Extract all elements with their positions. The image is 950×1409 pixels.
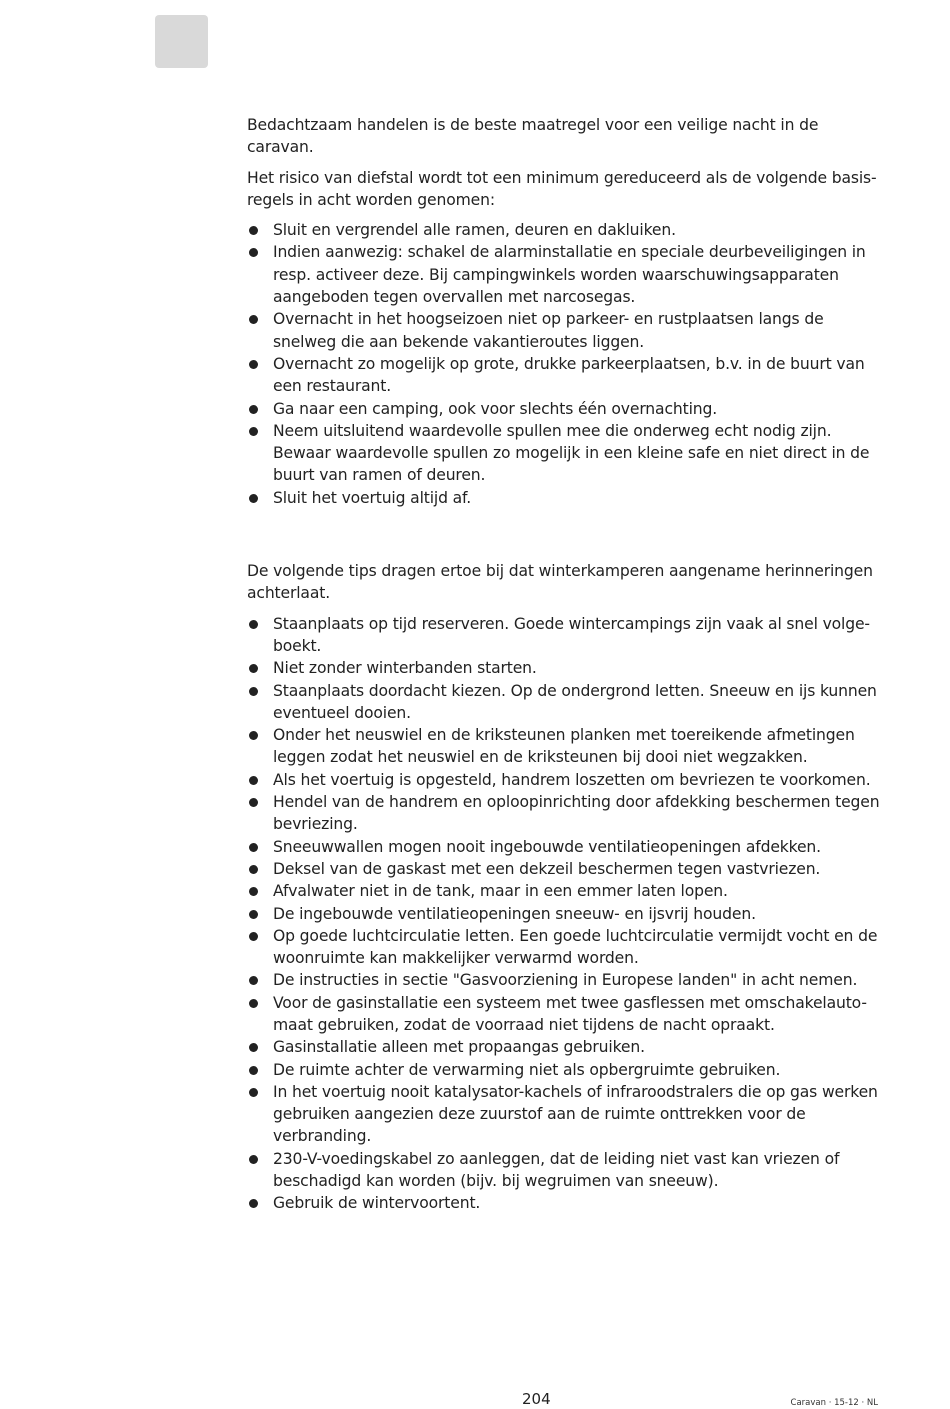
list-item	[247, 724, 887, 769]
bullet-icon	[249, 360, 258, 369]
bullet-icon	[249, 405, 258, 414]
winter-list	[247, 613, 887, 1215]
list-item-text: Gasinstallatie alleen met propaangas gebruiken.	[273, 1038, 645, 1057]
list-item	[247, 241, 887, 308]
bullet-icon	[249, 1066, 258, 1075]
chapter-tab-marker	[155, 15, 208, 68]
bullet-icon	[249, 731, 258, 740]
bullet-icon	[249, 1155, 258, 1164]
list-item-text: Indien aanwezig: schakel de alarminstallatie en speciale deurbeveiligingen in resp. activeer deze. Bij campingwinkels worden waarschuwingsapparaten aangeboden tegen overvallen met narcosegas.	[273, 243, 866, 307]
bullet-icon	[249, 226, 258, 235]
bullet-icon	[249, 887, 258, 896]
bullet-icon	[249, 1088, 258, 1097]
bullet-icon	[249, 1043, 258, 1052]
list-item	[247, 969, 887, 991]
list-item	[247, 858, 887, 880]
bullet-icon	[249, 620, 258, 629]
list-item-text: De ingebouwde ventilatieopeningen sneeuw- en ijsvrij houden.	[273, 904, 756, 923]
list-item	[247, 420, 887, 487]
list-item	[247, 925, 887, 970]
list-item-text: Sluit het voertuig altijd af.	[273, 488, 472, 507]
rules-paragraph: Het risico van diefstal wordt tot een minimum gereduceerd als de volgende basis-regels in acht worden genomen:	[247, 168, 877, 209]
list-item-text: De instructies in sectie "Gasvoorziening in Europese landen" in acht nemen.	[273, 971, 858, 990]
bullet-icon	[249, 248, 258, 257]
list-item	[247, 219, 887, 241]
bullet-icon	[249, 776, 258, 785]
section-winter	[247, 560, 887, 1215]
list-item-text: Niet zonder winterbanden starten.	[273, 659, 537, 678]
list-item-text: Sneeuwwallen mogen nooit ingebouwde ventilatieopeningen afdekken.	[273, 837, 821, 856]
list-item-text: Op goede luchtcirculatie letten. Een goede luchtcirculatie vermijdt vocht en de woonruimte kan makkelijker verwarmd worden.	[273, 926, 878, 968]
list-item	[247, 1036, 887, 1058]
section-spacer	[247, 509, 887, 560]
list-item-text: Hendel van de handrem en oploopinrichting door afdekking beschermen tegen bevriezing.	[273, 793, 880, 834]
list-item-text: In het voertuig nooit katalysator-kachels of infraroodstralers die op gas werken gebruiken aangezien deze zuurstof aan de ruimte onttrekken voor de verbranding.	[273, 1082, 878, 1146]
list-item	[247, 308, 887, 353]
bullet-icon	[249, 315, 258, 324]
bullet-icon	[249, 664, 258, 673]
list-item-text: Staanplaats op tijd reserveren. Goede wintercampings zijn vaak al snel volge-boekt.	[273, 614, 870, 655]
list-item	[247, 836, 887, 858]
list-item	[247, 791, 887, 836]
list-item-text: Overnacht zo mogelijk op grote, drukke parkeerplaatsen, b.v. in de buurt van een restaurant.	[273, 354, 865, 396]
footer-document-label: Caravan · 15-12 · NL	[790, 1398, 878, 1408]
list-item-text: Gebruik de wintervoortent.	[273, 1194, 481, 1213]
list-item-text: 230-V-voedingskabel zo aanleggen, dat de leiding niet vast kan vriezen of beschadigd kan worden (bijv. bij wegruimen van sneeuw).	[273, 1149, 840, 1191]
bullet-icon	[249, 1199, 258, 1208]
list-item	[247, 680, 887, 725]
list-item	[247, 398, 887, 420]
list-item-text: Onder het neuswiel en de kriksteunen planken met toereikende afmetingen leggen zodat het neuswiel en de kriksteunen bij dooi niet wegzakken.	[273, 726, 855, 767]
list-item	[247, 487, 887, 509]
section-safety	[247, 114, 887, 509]
list-item-text: Overnacht in het hoogseizoen niet op parkeer- en rustplaatsen langs de snelweg die aan bekende vakantieroutes liggen.	[273, 310, 824, 351]
list-item-text: Afvalwater niet in de tank, maar in een emmer laten lopen.	[273, 882, 728, 901]
list-item-text: Voor de gasinstallatie een systeem met twee gasflessen met omschakelauto-maat gebruiken, zodat de voorraad niet tijdens de nacht opraakt.	[273, 993, 867, 1034]
bullet-icon	[249, 427, 258, 436]
bullet-icon	[249, 910, 258, 919]
bullet-icon	[249, 999, 258, 1008]
list-item-text: De ruimte achter de verwarming niet als opbergruimte gebruiken.	[273, 1060, 781, 1079]
bullet-icon	[249, 976, 258, 985]
list-item	[247, 1081, 887, 1148]
list-item	[247, 1059, 887, 1081]
bullet-icon	[249, 932, 258, 941]
list-item	[247, 880, 887, 902]
bullet-icon	[249, 494, 258, 503]
list-item	[247, 1148, 887, 1193]
list-item-text: Als het voertuig is opgesteld, handrem loszetten om bevriezen te voorkomen.	[273, 770, 871, 789]
safety-list	[247, 219, 887, 509]
page-content	[247, 114, 887, 1215]
list-item	[247, 769, 887, 791]
list-item-text: Neem uitsluitend waardevolle spullen mee die onderweg echt nodig zijn. Bewaar waardevolle spullen zo mogelijk in een kleine safe en niet direct in de buurt van ramen of deuren.	[273, 421, 870, 485]
bullet-icon	[249, 687, 258, 696]
intro-paragraph: Bedachtzaam handelen is de beste maatregel voor een veilige nacht in de caravan.	[247, 116, 819, 157]
list-item	[247, 353, 887, 398]
list-item-text: Ga naar een camping, ook voor slechts één overnachting.	[273, 399, 718, 418]
bullet-icon	[249, 798, 258, 807]
list-item-text: Staanplaats doordacht kiezen. Op de ondergrond letten. Sneeuw en ijs kunnen eventueel dooien.	[273, 681, 877, 722]
list-item	[247, 657, 887, 679]
list-item	[247, 992, 887, 1037]
list-item	[247, 1192, 887, 1214]
winter-intro-paragraph: De volgende tips dragen ertoe bij dat winterkamperen aangename herinneringen achterlaat.	[247, 562, 873, 603]
bullet-icon	[249, 865, 258, 874]
list-item	[247, 903, 887, 925]
list-item-text: Sluit en vergrendel alle ramen, deuren en dakluiken.	[273, 221, 676, 240]
list-item	[247, 613, 887, 658]
page-number: 204	[522, 1390, 551, 1408]
list-item-text: Deksel van de gaskast met een dekzeil beschermen tegen vastvriezen.	[273, 859, 821, 878]
bullet-icon	[249, 843, 258, 852]
